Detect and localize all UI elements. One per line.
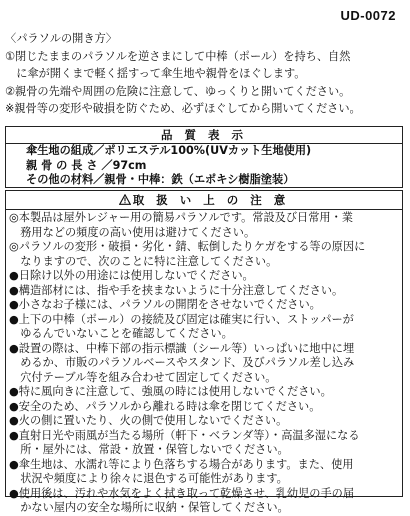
caution-line: かない屋内の安全な場所に収納・保管してください。 bbox=[9, 501, 289, 514]
warning-triangle-icon bbox=[119, 192, 131, 210]
instruction-line: ①閉じたままのパラソルを逆さまにして中棒（ポール）を持ち、自然 bbox=[5, 49, 351, 63]
caution-line: ◎本製品は屋外レジャー用の簡易パラソルです。常設及び日常用・業 bbox=[9, 211, 353, 224]
cautions-heading: 取 扱 い 上 の 注 意 bbox=[132, 193, 290, 207]
caution-line: 穴付テーブル等を組み合わせて固定してください。 bbox=[9, 370, 277, 384]
caution-line: ●使用後は、汚れや水気をよく拭き取って乾燥させ、乳幼児の手の届 bbox=[9, 486, 355, 500]
rib-length: 親 骨 の 長 さ ／97cm bbox=[26, 158, 147, 172]
fabric-composition: 傘生地の組成／ポリエステル100%(UVカット生地使用) bbox=[26, 144, 312, 157]
caution-line: ●設置の際は、中棒下部の指示標識（シール等）いっぱいに地中に埋 bbox=[9, 341, 355, 355]
caution-line: ●日除け以外の用途には使用しないでください。 bbox=[9, 269, 254, 282]
handling-cautions-box bbox=[5, 190, 403, 514]
caution-line: ●小さなお子様には、パラソルの開閉をさせないでください。 bbox=[9, 298, 321, 311]
opening-instructions bbox=[5, 30, 405, 118]
product-code: UD-0072 bbox=[340, 8, 396, 23]
quality-label-box bbox=[5, 126, 403, 188]
instruction-line: ②親骨の先端や周囲の危険に注意して、ゆっくりと開いてください。 bbox=[5, 84, 351, 98]
instruction-note: ※親骨等の変形や破損を防ぐため、必ずほぐしてから開いてください。 bbox=[5, 102, 361, 115]
caution-line: なりますので、次のことに特に注意してください。 bbox=[9, 254, 278, 268]
caution-line: ●安全のため、パラソルから離れる時は傘を閉じてください。 bbox=[9, 399, 321, 413]
caution-line: ●特に風向きに注意して、強風の時には使用しないでください。 bbox=[9, 385, 332, 398]
caution-line: ◎パラソルの変形・破損・劣化・錆、転倒したりケガをする等の原因に bbox=[9, 240, 366, 253]
caution-list bbox=[6, 210, 402, 516]
instruction-line: に傘が開くまで軽く揺すって傘生地や親骨をほぐします。 bbox=[5, 67, 306, 80]
caution-line: ●傘生地は、水濡れ等により色落ちする場合があります。また、使用 bbox=[9, 457, 354, 471]
caution-line: ●直射日光や雨風が当たる場所（軒下・ベランダ等）・高温多湿になる bbox=[9, 428, 360, 442]
caution-line: ●上下の中棒（ポール）の接続及び固定は確実に行い、ストッパーが bbox=[9, 312, 354, 326]
caution-line: 状況や頻度により徐々に退色する可能性があります。 bbox=[9, 472, 288, 485]
caution-line: ●構造部材には、指や手を挟まないように十分注意してください。 bbox=[9, 283, 344, 297]
caution-line: ゆるんでいないことを確認してください。 bbox=[9, 327, 233, 340]
cautions-heading-row bbox=[6, 191, 402, 210]
caution-line: ●火の側に置いたり、火の側で使用しないでください。 bbox=[9, 414, 288, 427]
quality-label-heading: 品 質 表 示 bbox=[6, 127, 402, 144]
caution-line: 所・屋外には、常設・放置・保管しないでください。 bbox=[9, 443, 289, 456]
caution-line: めるか、市販のパラソルベースやスタンド、及びパラソル差し込み bbox=[9, 356, 355, 369]
instruction-heading: 〈パラソルの開き方〉 bbox=[5, 32, 117, 45]
caution-line: 務用などの頻度の高い使用は避けてください。 bbox=[9, 225, 256, 239]
other-materials: その他の材料／親骨・中棒：鉄（エポキシ樹脂塗装） bbox=[26, 173, 295, 186]
